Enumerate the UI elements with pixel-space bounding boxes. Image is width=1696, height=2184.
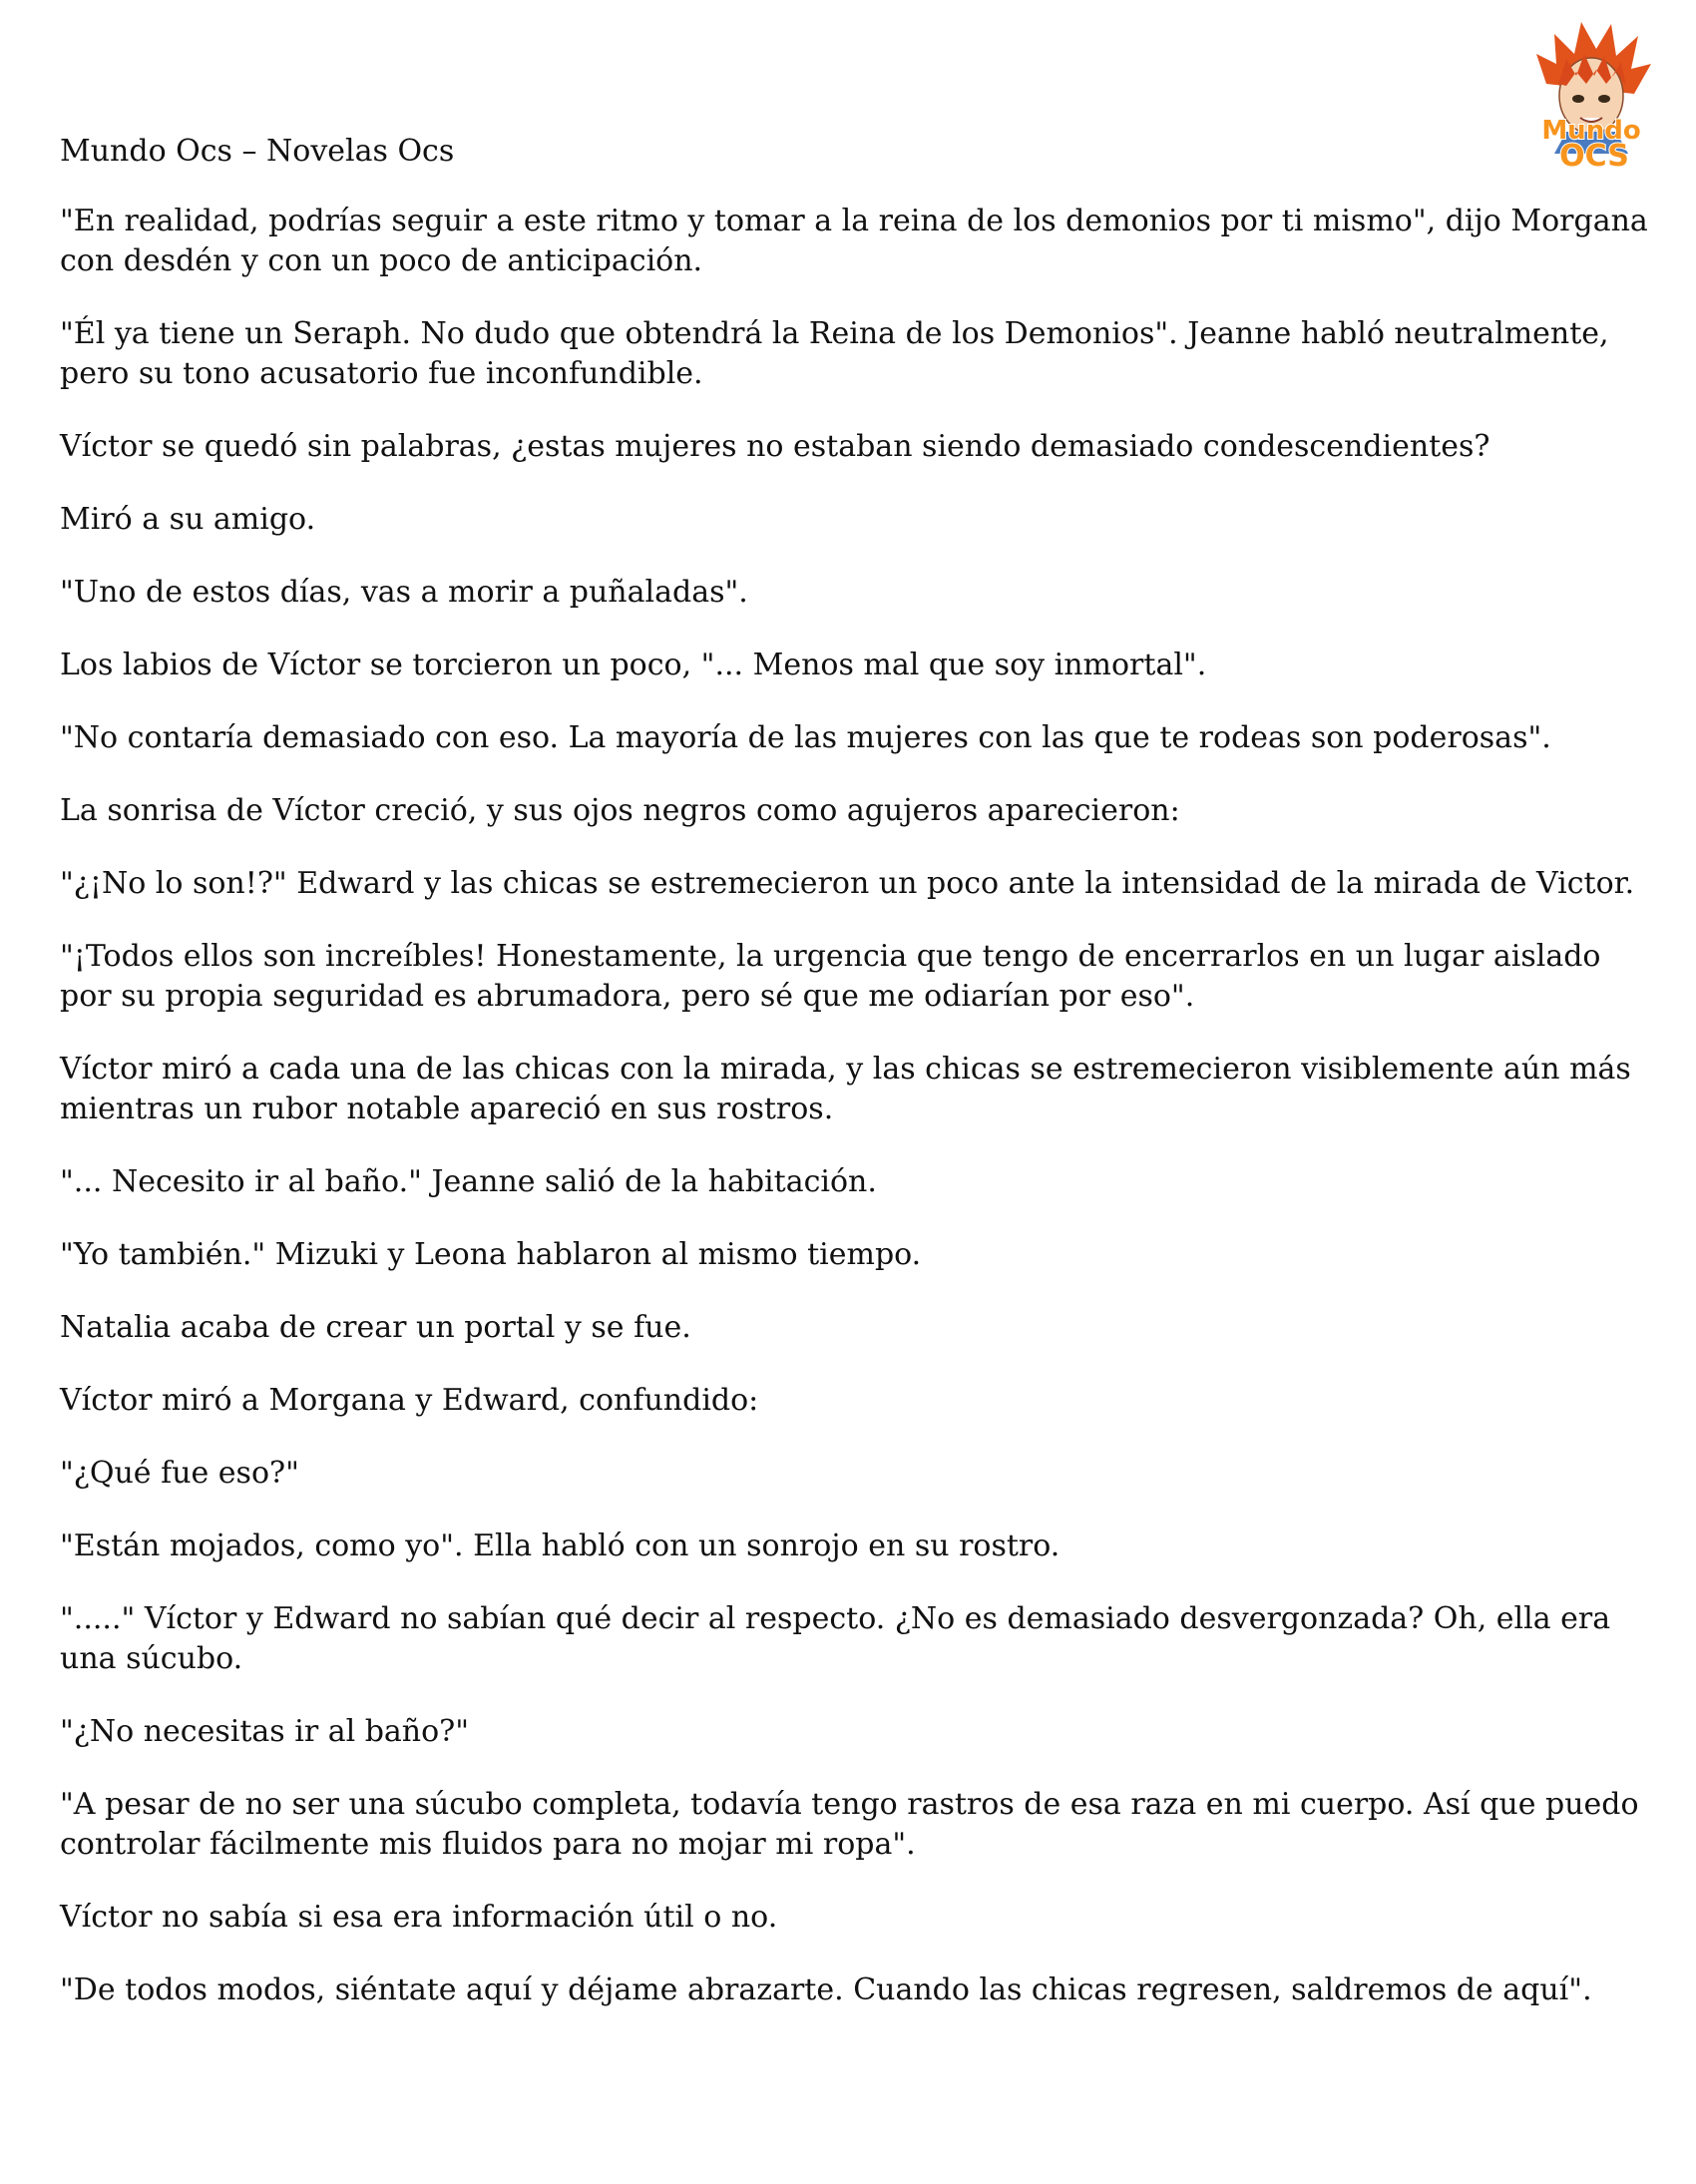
paragraph: "En realidad, podrías seguir a este ritmo y tomar a la reina de los demonios por ti mismo", dijo Morgana con desdén y con un poco de anticipación. [60,204,1648,278]
paragraph: "¿¡No lo son!?" Edward y las chicas se estremecieron un poco ante la intensidad de la mirada de Victor. [60,866,1635,901]
paragraph: Víctor se quedó sin palabras, ¿estas mujeres no estaban siendo demasiado condescendientes? [60,429,1490,464]
paragraph: "... Necesito ir al baño." Jeanne salió de la habitación. [60,1164,877,1199]
paragraph: Natalia acaba de crear un portal y se fue. [60,1310,691,1345]
paragraph: "A pesar de no ser una súcubo completa, todavía tengo rastros de esa raza en mi cuerpo. Así que puedo controlar fácilmente mis fluidos para no mojar mi ropa". [60,1787,1639,1862]
paragraph: Miró a su amigo. [60,502,316,537]
page-header: Mundo Ocs – Novelas Ocs [60,134,455,169]
paragraph: "¿Qué fue eso?" [60,1456,299,1491]
logo-text-line2: OCS [1559,139,1629,174]
paragraph: "Yo también." Mizuki y Leona hablaron al mismo tiempo. [60,1237,922,1272]
paragraph: "¿No necesitas ir al baño?" [60,1714,470,1749]
logo-text-line1: Mundo [1541,116,1641,146]
paragraph: "Uno de estos días, vas a morir a puñaladas". [60,575,748,610]
paragraph: Víctor no sabía si esa era información útil o no. [60,1900,778,1935]
paragraph: "No contaría demasiado con eso. La mayoría de las mujeres con las que te rodeas son poderosas". [60,720,1551,755]
paragraph: "Están mojados, como yo". Ella habló con un sonrojo en su rostro. [60,1529,1060,1563]
paragraph: "¡Todos ellos son increíbles! Honestamente, la urgencia que tengo de encerrarlos en un lugar aislado por su propia seguridad es abrumadora, pero sé que me odiarían por eso". [60,939,1601,1014]
paragraph: La sonrisa de Víctor creció, y sus ojos negros como agujeros aparecieron: [60,793,1180,828]
document-body [60,202,1656,2010]
paragraph: Los labios de Víctor se torcieron un poco, "... Menos mal que soy inmortal". [60,648,1207,682]
paragraph: Víctor miró a Morgana y Edward, confundido: [60,1383,759,1418]
paragraph: "....." Víctor y Edward no sabían qué decir al respecto. ¿No es demasiado desvergonzada? Oh, ella era una súcubo. [60,1601,1611,1676]
paragraph: "De todos modos, siéntate aquí y déjame abrazarte. Cuando las chicas regresen, saldremos de aquí". [60,1972,1592,2007]
paragraph: Víctor miró a cada una de las chicas con la mirada, y las chicas se estremecieron visiblemente aún más mientras un rubor notable apareció en sus rostros. [60,1052,1631,1126]
paragraph: "Él ya tiene un Seraph. No dudo que obtendrá la Reina de los Demonios". Jeanne habló neutralmente, pero su tono acusatorio fue inconfundible. [60,316,1609,391]
document-page [60,132,1656,2043]
